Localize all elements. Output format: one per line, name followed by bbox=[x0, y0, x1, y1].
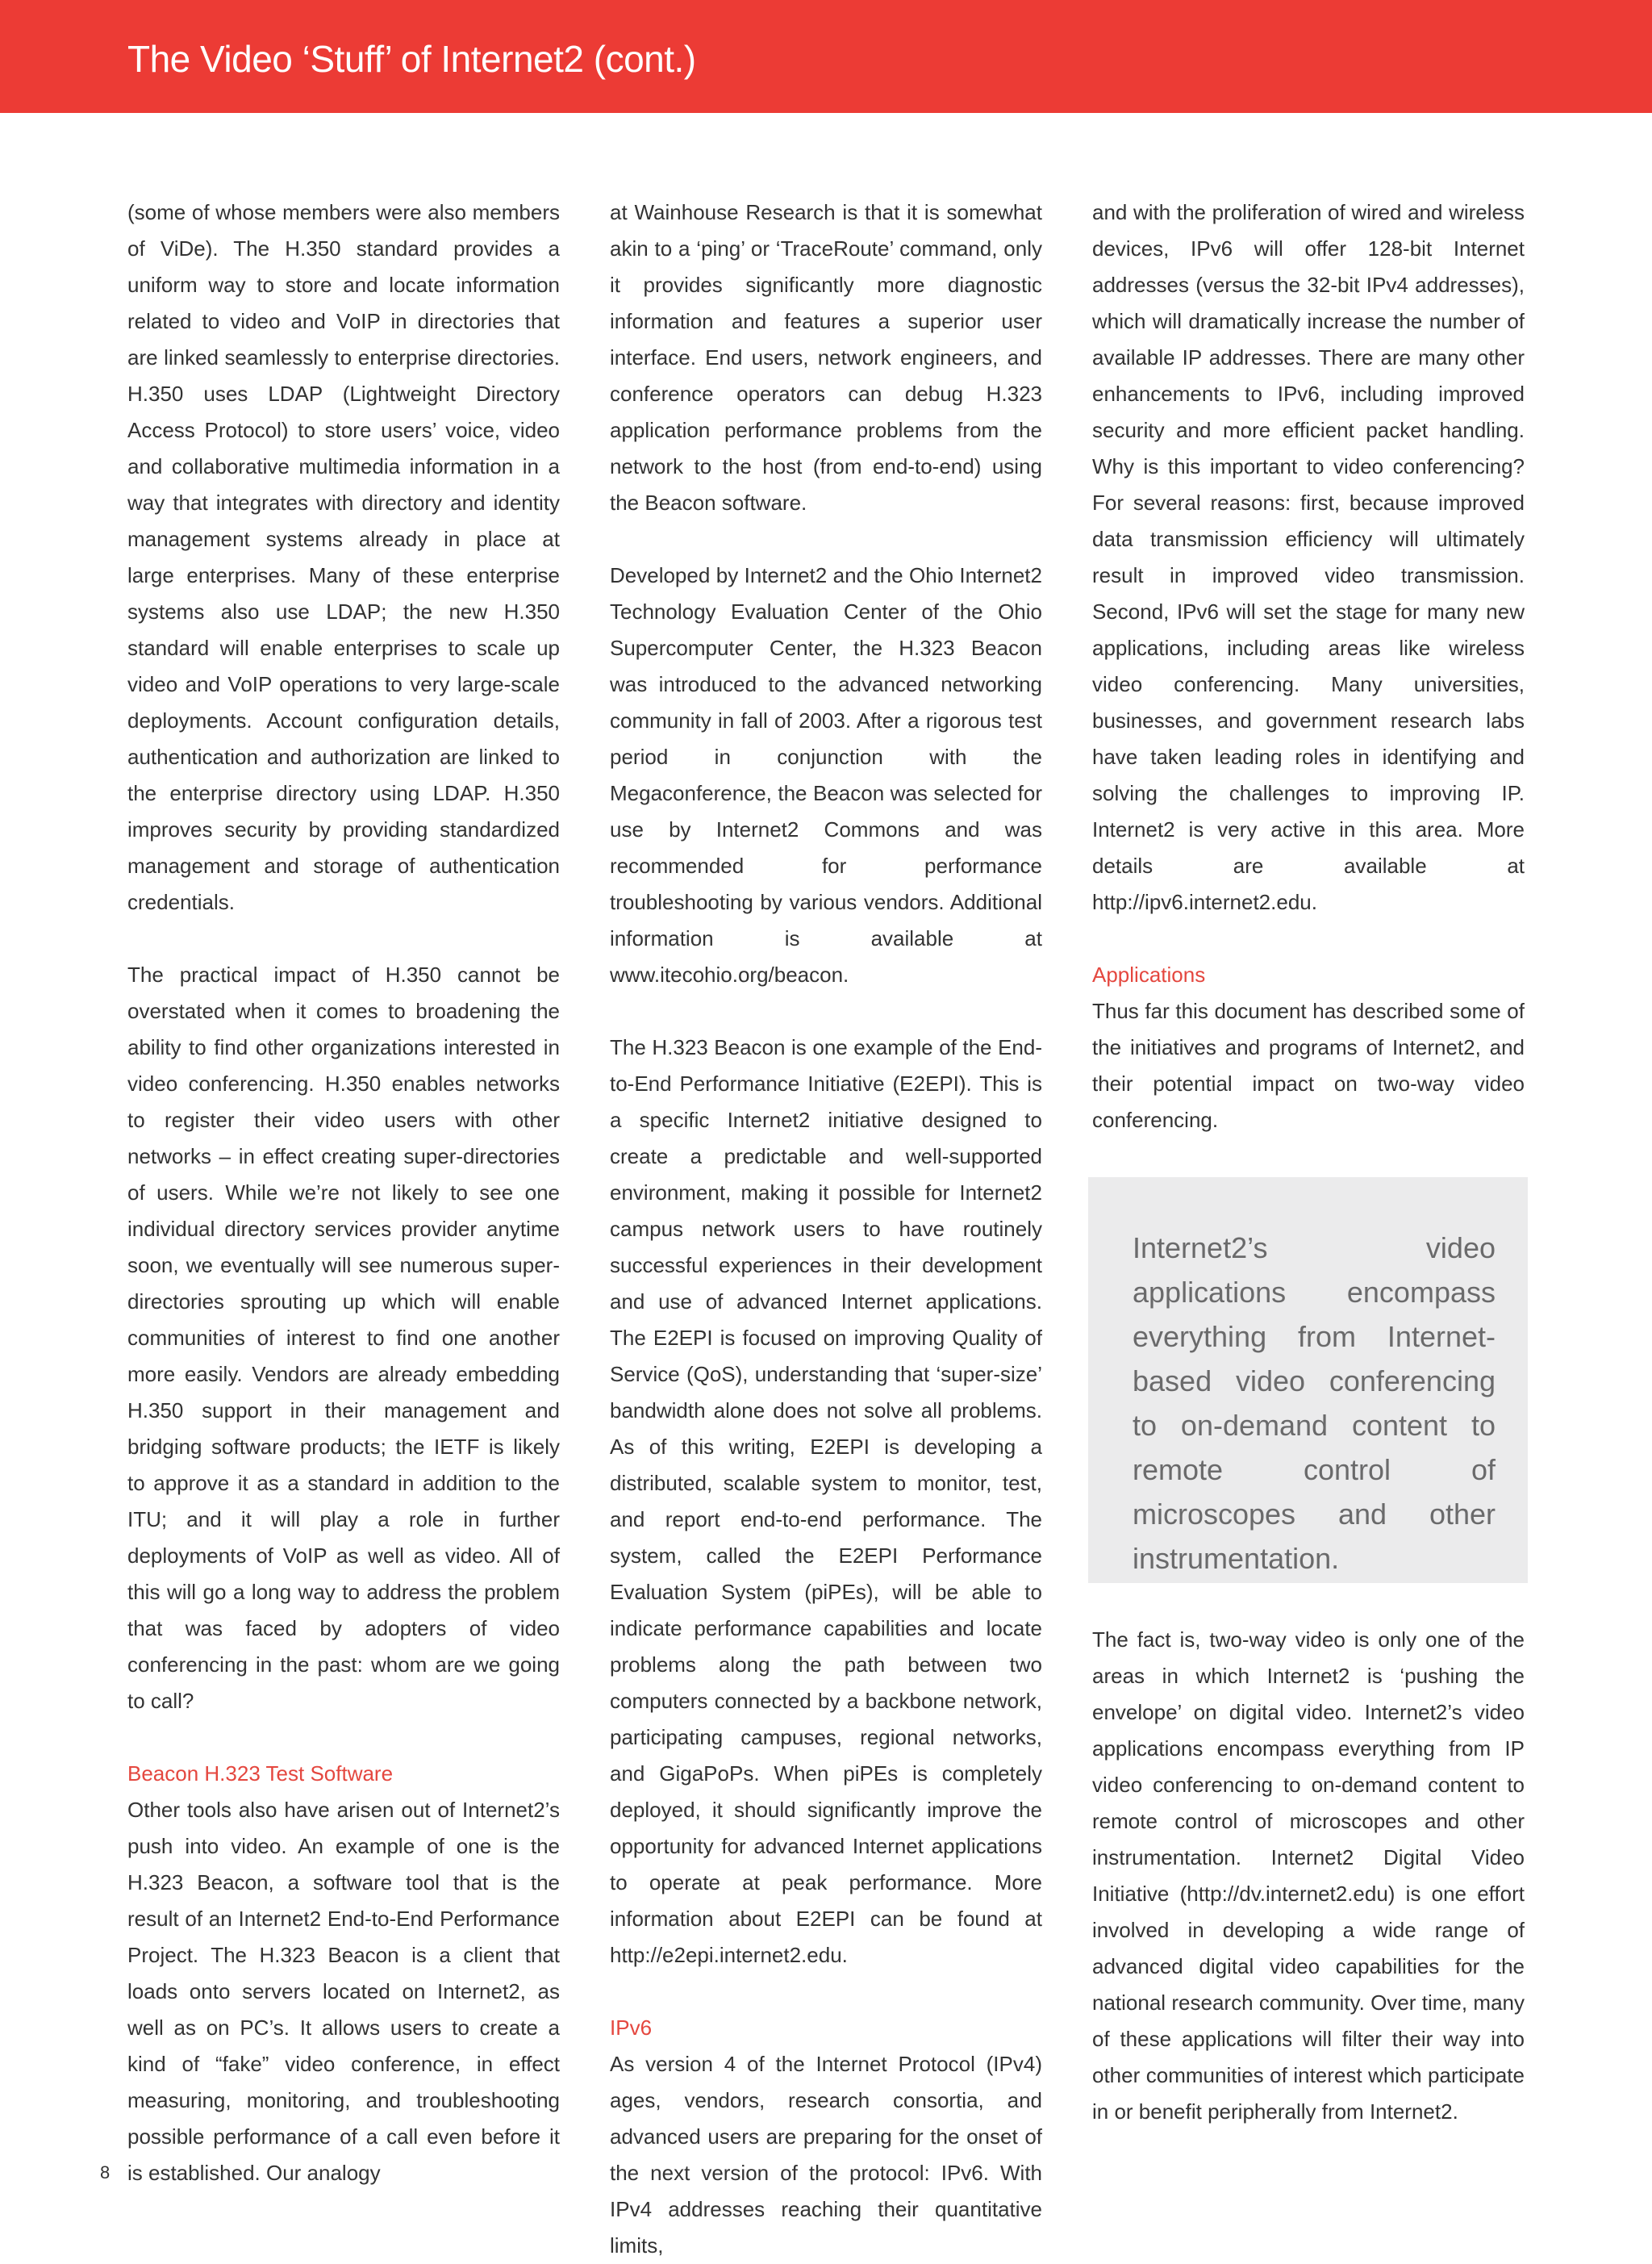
paragraph-digital-video: The fact is, two-way video is only one of the areas in which Internet2 is ‘pushing the envelope’ on digital video. Internet2’s video applications encompass everything from IP video conferencing to on-demand content to remote control of microscopes and other instrumentation. Internet2 Digital Video Initiative (http://dv.internet2.edu) is one effort involved in developing a wide range of advanced digital video capabilities for the national research community. Over time, many of these applications will filter their way into other communities of interest which participate in or benefit peripherally from Internet2. bbox=[1092, 1627, 1525, 2124]
text-column-2 bbox=[610, 194, 1042, 2264]
paragraph-ipv6-details: and with the proliferation of wired and wireless devices, IPv6 will offer 128-bit Internet addresses (versus the 32-bit IPv4 addresses), which will dramatically increase the number of available IP addresses. There are many other enhancements to IPv6, including improved security and more efficient packet handling. Why is this important to video conferencing? For several reasons: first, because improved data transmission efficiency will ultimately result in improved video transmission. Second, IPv6 will set the stage for many new applications, including areas like wireless video conferencing. Many universities, businesses, and government research labs have taken leading roles in identifying and solving the challenges to improving IP. Internet2 is very active in this area. More details are available at http://ipv6.internet2.edu. bbox=[1092, 200, 1525, 914]
page-number: 8 bbox=[100, 2162, 111, 2183]
text-column-3 bbox=[1092, 194, 1525, 2130]
section-heading-applications: Applications bbox=[1092, 963, 1206, 987]
pull-quote-box bbox=[1088, 1177, 1528, 1583]
paragraph-h350-standard: (some of whose members were also members of ViDe). The H.350 standard provides a uniform way to store and locate information related to video and VoIP in directories that are linked seamlessly to enterprise directories. H.350 uses LDAP (Lightweight Directory Access Protocol) to store users’ voice, video and collaborative multimedia information in a way that integrates with directory and identity management systems already in place at large enterprises. Many of these enterprise systems also use LDAP; the new H.350 standard will enable enterprises to scale up video and VoIP operations to very large-scale deployments. Account configuration details, authentication and authorization are linked to the enterprise directory using LDAP. H.350 improves security by providing standardized management and storage of authentication credentials. bbox=[127, 200, 560, 914]
section-heading-ipv6: IPv6 bbox=[610, 2015, 653, 2040]
text-column-1 bbox=[127, 194, 560, 2191]
paragraph-h350-impact: The practical impact of H.350 cannot be overstated when it comes to broadening the ability to find other organizations interested in video conferencing. H.350 enables networks to register their video users with other networks – in effect creating super-directories of users. While we’re not likely to see one individual directory services provider anytime soon, we eventually will see numerous super-directories sprouting up which will enable communities of interest to find one another more easily. Vendors are already embedding H.350 support in their management and bridging software products; the IETF is likely to approve it as a standard in addition to the ITU; and it will play a role in further deployments of VoIP as well as video. All of this will go a long way to address the problem that was faced by adopters of video conferencing in the past: whom are we going to call? bbox=[127, 963, 560, 1713]
header-bar bbox=[0, 0, 1652, 113]
paragraph-applications-intro: Thus far this document has described some of the initiatives and programs of Internet2, and their potential impact on two-way video conferencing. bbox=[1092, 999, 1525, 1132]
page-title: The Video ‘Stuff’ of Internet2 (cont.) bbox=[127, 38, 696, 80]
pull-quote-text: Internet2’s video applications encompass everything from Internet-based video conferencing to on-demand content to remote control of microscopes and other instrumentation. bbox=[1133, 1231, 1496, 1575]
section-heading-beacon: Beacon H.323 Test Software bbox=[127, 1761, 394, 1786]
paragraph-beacon-development: Developed by Internet2 and the Ohio Internet2 Technology Evaluation Center of the Ohio Supercomputer Center, the H.323 Beacon was introduced to the advanced networking community in fall of 2003. After a rigorous test period in conjunction with the Megaconference, the Beacon was selected for use by Internet2 Commons and was recommended for performance troubleshooting by various vendors. Additional information is available at www.itecohio.org/beacon. bbox=[610, 563, 1042, 987]
paragraph-ipv6-intro: As version 4 of the Internet Protocol (IPv4) ages, vendors, research consortia, and advanced users are preparing for the onset of the next version of the protocol: IPv6. With IPv4 addresses reaching their quantitative limits, bbox=[610, 2052, 1042, 2258]
paragraph-beacon-intro: Other tools also have arisen out of Internet2’s push into video. An example of one is the H.323 Beacon, a software tool that is the result of an Internet2 End-to-End Performance Project. The H.323 Beacon is a client that loads onto servers located on Internet2, as well as on PC’s. It allows users to create a kind of “fake” video conference, in effect measuring, monitoring, and troubleshooting possible performance of a call even before it is established. Our analogy bbox=[127, 1798, 560, 2185]
paragraph-e2epi: The H.323 Beacon is one example of the End-to-End Performance Initiative (E2EPI). This is a specific Internet2 initiative designed to create a predictable and well-supported environment, making it possible for Internet2 campus network users to have routinely successful experiences in their development and use of advanced Internet applications. The E2EPI is focused on improving Quality of Service (QoS), understanding that ‘super-size’ bandwidth alone does not solve all problems. As of this writing, E2EPI is developing a distributed, scalable system to monitor, test, and report end-to-end performance. The system, called the E2EPI Performance Evaluation System (piPEs), will be able to indicate performance capabilities and locate problems along the path between two computers connected by a backbone network, participating campuses, regional networks, and GigaPoPs. When piPEs is completely deployed, it should significantly improve the opportunity for advanced Internet applications to operate at peak performance. More information about E2EPI can be found at http://e2epi.internet2.edu. bbox=[610, 1035, 1042, 1967]
paragraph-beacon-analogy: at Wainhouse Research is that it is somewhat akin to a ‘ping’ or ‘TraceRoute’ command, only it provides significantly more diagnostic information and features a superior user interface. End users, network engineers, and conference operators can debug H.323 application performance problems from the network to the host (from end-to-end) using the Beacon software. bbox=[610, 200, 1042, 515]
